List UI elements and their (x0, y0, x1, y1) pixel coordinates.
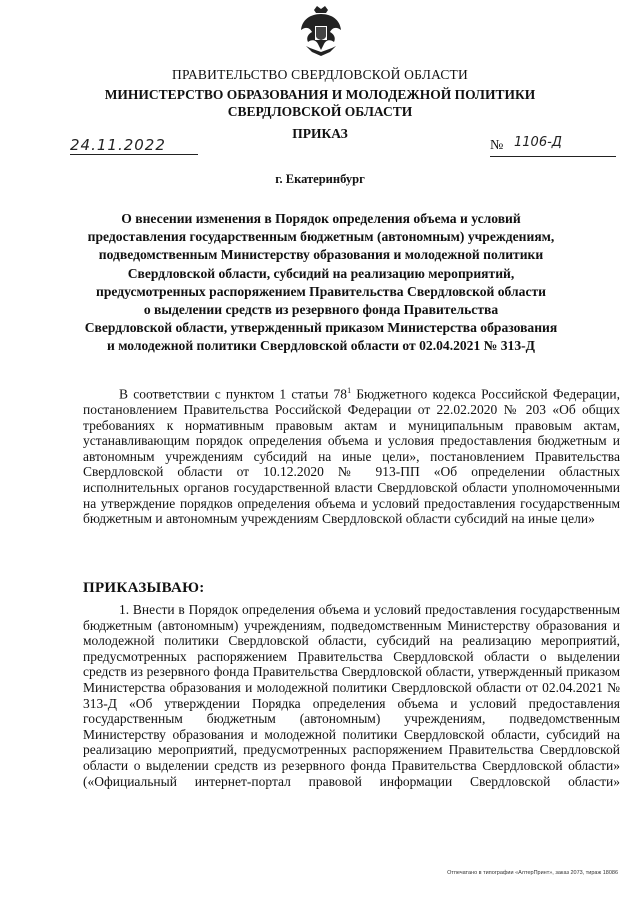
number-sign: № (490, 138, 504, 153)
title-line: о выделении средств из резервного фонда Правительства (143, 302, 499, 318)
item-1-paragraph: 1. Внести в Порядок определения объема и условий предоставления государственным бюджетным (автономным) учреждениям, подведомственным Министерству образования и молодежной политики Свердловской области, субсидий на реализацию мероприятий, предусмотренных распоряжением Правительства Свердловской области о выделении средств из резервного фонда Правительства Свердловской области, утвержденный приказом Министерства образования и молодежной политики Свердловской области от 02.04.2021 № 313-Д «Об утверждении Порядка определения объема и условий предоставления государственным бюджетным (автономным) учреждениям, подведомственным Министерству образования и молодежной политики Свердловской области, субсидий на реализацию мероприятий, предусмотренных распоряжением Правительства Свердловской области о выделении средств из резервного фонда Правительства Свердловской области» («Официальный интернет-портал правовой информации Свердловской области» (83, 602, 620, 789)
title-line: подведомственным Министерству образования и молодежной политики (98, 247, 544, 263)
coat-of-arms-emblem (298, 6, 344, 58)
order-date: 24.11.2022 (70, 136, 198, 155)
preamble-superscript: 1 (347, 386, 352, 395)
directive-heading: ПРИКАЗЫВАЮ: (83, 580, 205, 596)
print-footer: Отпечатано в типографии «АлтерПринт», заказ 2073, тираж 18086 (447, 870, 618, 876)
ministry-line-1: МИНИСТЕРСТВО ОБРАЗОВАНИЯ И МОЛОДЕЖНОЙ ПОЛИТИКИ (104, 87, 536, 102)
title-line: О внесении изменения в Порядок определения объема и условий (121, 211, 521, 226)
city: г. Екатеринбург (275, 172, 365, 186)
preamble-paragraph (83, 383, 620, 527)
government-name: ПРАВИТЕЛЬСТВО СВЕРДЛОВСКОЙ ОБЛАСТИ (172, 67, 468, 82)
title-line: предусмотренных распоряжением Правительства Свердловской области (95, 283, 546, 299)
preamble-rest: Бюджетного кодекса Российской Федерации, постановлением Правительства Российской Федерации от 22.02.2020 № 203 «Об общих требованиях к нормативным правовым актам и муниципальным правовым актам, устанавливающим порядок определения объема и условия предоставления бюджетным и автономным учреждениям субсидий на иные цели», постановлением Правительства Свердловской области от 10.12.2020 № 913-ПП «Об определении областных исполнительных органов государственной власти Свердловской области уполномоченными на утверждение порядков определения объема и условий предоставления государственным бюджетным и автономным учреждениям Свердловской области субсидий на иные цели» (83, 386, 620, 527)
document-type: ПРИКАЗ (292, 126, 348, 141)
order-number: 1106-Д (514, 135, 562, 150)
title-line: предоставления государственным бюджетным (автономным) учреждениям, (87, 229, 555, 245)
ministry-line-2: СВЕРДЛОВСКОЙ ОБЛАСТИ (227, 104, 413, 119)
ministry-name (0, 86, 640, 120)
title-line: и молодежной политики Свердловской области от 02.04.2021 № 313-Д (106, 338, 536, 354)
title-line: Свердловской области, утвержденный приказом Министерства образования (84, 320, 558, 336)
order-number-field (490, 135, 616, 157)
preamble-start: В соответствии с пунктом 1 статьи 78 (119, 386, 348, 402)
title-line: Свердловской области, субсидий на реализацию мероприятий, (127, 265, 515, 281)
order-title (80, 210, 562, 356)
